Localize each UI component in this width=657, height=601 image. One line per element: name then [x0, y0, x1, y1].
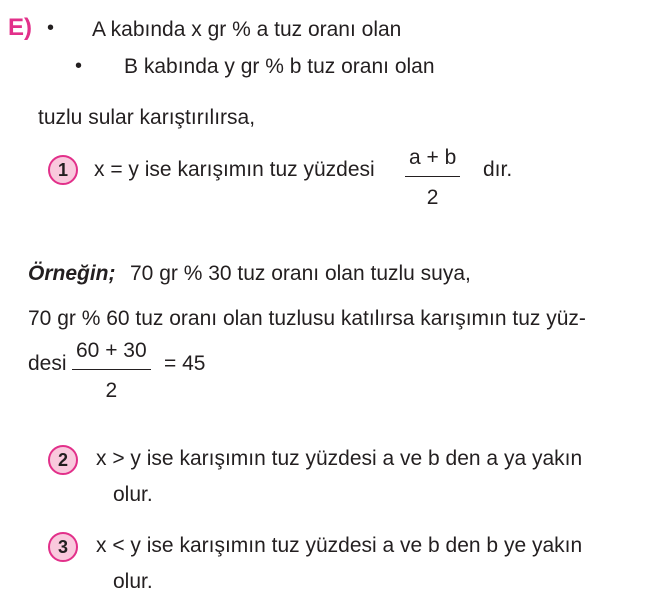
fraction-numerator: a + b: [409, 146, 457, 169]
rule1-suffix: dır.: [483, 158, 513, 181]
example-result: = 45: [164, 352, 206, 375]
section-letter: E): [8, 14, 32, 41]
condition-a: A kabında x gr % a tuz oranı olan: [92, 18, 402, 41]
rule-number-badge: [48, 445, 78, 475]
intro-text: tuzlu sular karıştırılırsa,: [38, 106, 256, 129]
fraction-numerator: 60 + 30: [76, 339, 147, 362]
bullet-marker: •: [47, 17, 55, 39]
condition-b: B kabında y gr % b tuz oranı olan: [124, 55, 435, 78]
example-line2: 70 gr % 60 tuz oranı olan tuzlusu katılırsa karışımın tuz yüz-: [28, 307, 586, 330]
example-line3-prefix: desi: [28, 352, 67, 375]
rule2-line1: x > y ise karışımın tuz yüzdesi a ve b den a ya yakın: [96, 447, 583, 470]
bullet-marker: •: [75, 55, 83, 77]
rule1-text: x = y ise karışımın tuz yüzdesi: [94, 158, 375, 181]
rule2-line2: olur.: [113, 483, 153, 506]
rule-number-badge: [48, 532, 78, 562]
rule-number: 3: [57, 536, 68, 557]
fraction-denominator: 2: [105, 379, 118, 402]
example-fraction: [72, 339, 151, 403]
rule-number-badge: [48, 155, 78, 185]
rule3-line1: x < y ise karışımın tuz yüzdesi a ve b den b ye yakın: [96, 534, 583, 557]
example-label: Örneğin;: [28, 262, 116, 285]
rule1-fraction: [405, 146, 460, 210]
fraction-denominator: 2: [426, 186, 439, 209]
rule-number: 1: [57, 159, 68, 180]
example-line1: 70 gr % 30 tuz oranı olan tuzlu suya,: [130, 262, 471, 285]
rule3-line2: olur.: [113, 570, 153, 593]
rule-number: 2: [57, 449, 68, 470]
